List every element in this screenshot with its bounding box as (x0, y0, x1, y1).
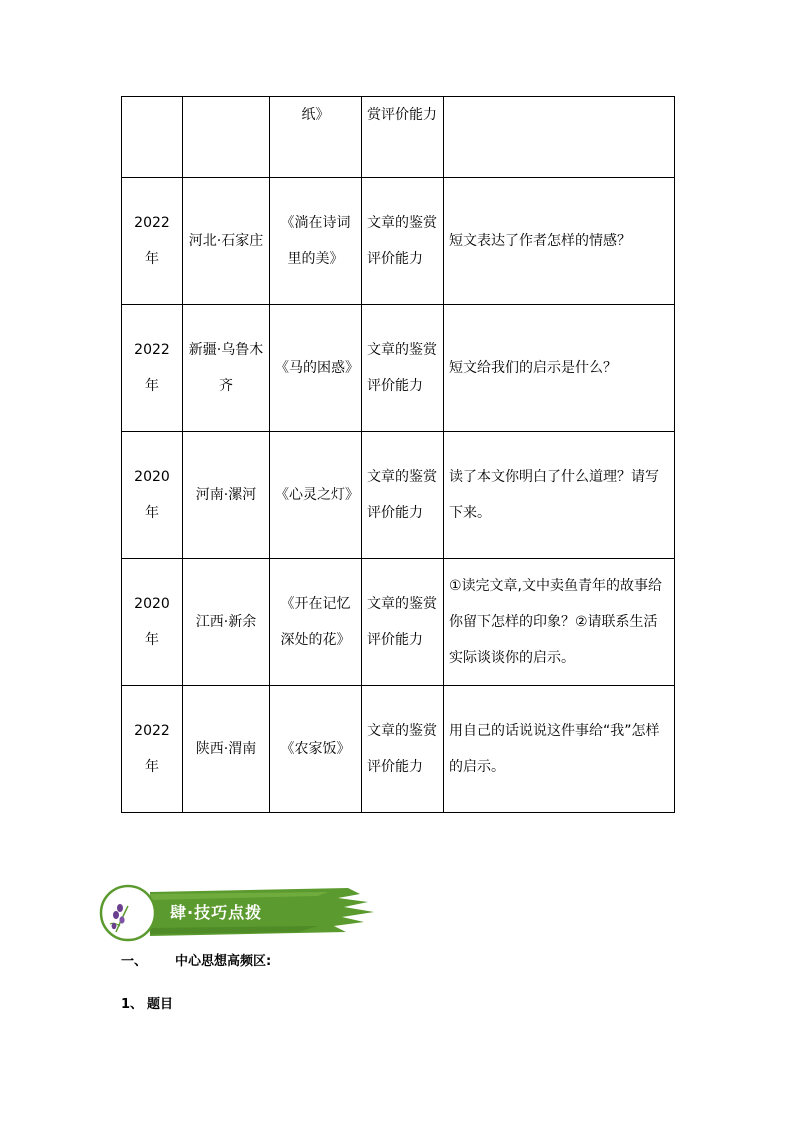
table-row (122, 97, 675, 178)
question-cell: 短文给我们的启示是什么？ (444, 305, 675, 432)
section-banner (98, 882, 378, 942)
region-cell: 江西·新余 (183, 559, 270, 686)
article-title-cell: 《马的困惑》 (270, 305, 362, 432)
table-row (122, 305, 675, 432)
year-cell: 2020 年 (122, 559, 183, 686)
region-cell (183, 97, 270, 178)
question-cell: 用自己的话说说这件事给“我”怎样的启示。 (444, 686, 675, 813)
ability-cell: 文章的鉴赏评价能力 (362, 305, 444, 432)
heading-number: 一、 (121, 954, 148, 969)
heading-level-1 (121, 950, 271, 969)
question-cell: ①读完文章,文中卖鱼青年的故事给你留下怎样的印象？②请联系生活实际谈谈你的启示。 (444, 559, 675, 686)
table-row (122, 686, 675, 813)
region-cell: 新疆·乌鲁木齐 (183, 305, 270, 432)
year-cell: 2022 年 (122, 178, 183, 305)
table-row (122, 432, 675, 559)
table-row (122, 178, 675, 305)
section-title: 肆·技巧点拨 (170, 903, 263, 922)
ability-cell: 文章的鉴赏评价能力 (362, 178, 444, 305)
year-cell: 2022 年 (122, 686, 183, 813)
ability-cell: 赏评价能力 (362, 97, 444, 178)
article-title-cell: 《淌在诗词里的美》 (270, 178, 362, 305)
heading-text: 中心思想高频区: (175, 954, 272, 969)
article-title-cell: 纸》 (270, 97, 362, 178)
question-cell (444, 97, 675, 178)
table-row (122, 559, 675, 686)
region-cell: 河北·石家庄 (183, 178, 270, 305)
article-title-cell: 《开在记忆深处的花》 (270, 559, 362, 686)
exam-question-table (121, 96, 675, 813)
year-cell (122, 97, 183, 178)
heading-number: 1、 (121, 997, 144, 1012)
region-cell: 陕西·渭南 (183, 686, 270, 813)
year-cell: 2020 年 (122, 432, 183, 559)
ability-cell: 文章的鉴赏评价能力 (362, 686, 444, 813)
ability-cell: 文章的鉴赏评价能力 (362, 432, 444, 559)
question-cell: 短文表达了作者怎样的情感？ (444, 178, 675, 305)
heading-text: 题目 (147, 997, 174, 1012)
year-cell: 2022 年 (122, 305, 183, 432)
region-cell: 河南·漯河 (183, 432, 270, 559)
article-title-cell: 《心灵之灯》 (270, 432, 362, 559)
ability-cell: 文章的鉴赏评价能力 (362, 559, 444, 686)
article-title-cell: 《农家饭》 (270, 686, 362, 813)
heading-level-2 (121, 993, 173, 1012)
question-cell: 读了本文你明白了什么道理？请写下来。 (444, 432, 675, 559)
